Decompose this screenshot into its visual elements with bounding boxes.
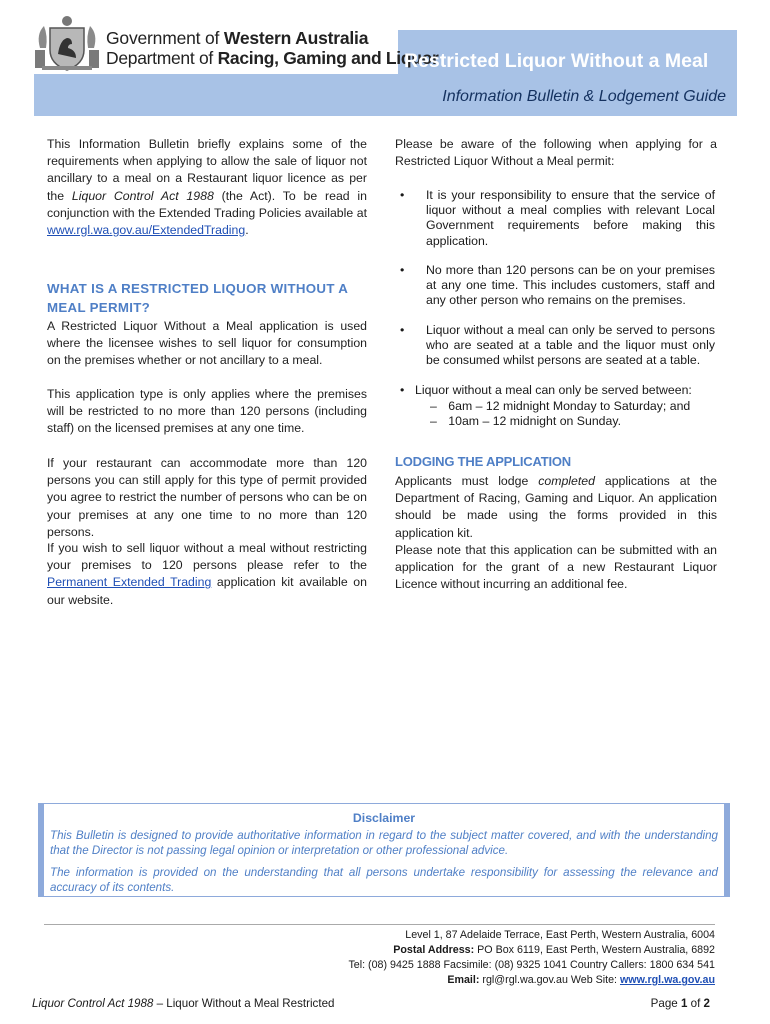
wa-coat-of-arms-icon	[32, 14, 102, 72]
page-number: Page 1 of 2	[650, 997, 710, 1010]
document-footer-title: Liquor Control Act 1988 – Liquor Without a Meal Restricted	[32, 997, 335, 1010]
what-is-paragraph-3: If your restaurant can accommodate more than 120 persons you can still apply for this type of permit provided you agree to restrict the number of persons who can be on your premises at any one time to no more than 120 persons.	[47, 456, 367, 539]
website-link[interactable]: www.rgl.wa.gov.au	[619, 974, 715, 986]
disclaimer-title: Disclaimer	[352, 811, 416, 825]
permanent-extended-trading-link[interactable]: Permanent Extended Trading	[47, 575, 212, 590]
section-heading-lodging: LODGING THE APPLICATION	[395, 454, 571, 469]
disclaimer-paragraph-1: This Bulletin is designed to provide authoritative information in regard to the subject matter covered, and with the understanding that the Director is not passing legal opinion or interpretation or other professional advice.	[50, 829, 718, 857]
what-is-paragraph-2: This application type is only applies where the premises will be restricted to no more than 120 persons (including staff) on the licensed premises at any one time.	[47, 387, 367, 436]
department-name: Department of Racing, Gaming and Liquor	[106, 48, 439, 68]
footer-address: Level 1, 87 Adelaide Terrace, East Perth, Western Australia, 6004	[405, 929, 715, 941]
what-is-paragraph-1: A Restricted Liquor Without a Meal application is used where the licensee wishes to sell liquor for consumption on the premises whether or not ancillary to a meal.	[47, 319, 367, 368]
document-title: Restricted Liquor Without a Meal	[404, 50, 709, 72]
section-heading-what-is: WHAT IS A RESTRICTED LIQUOR WITHOUT A MEAL PERMIT?	[47, 281, 348, 315]
bullet-icon: •	[400, 263, 405, 277]
footer-divider	[44, 924, 715, 925]
government-name: Government of Western Australia	[106, 28, 369, 48]
what-is-paragraph-4: If you wish to sell liquor without a meal without restricting your premises to 120 persons please refer to the Permanent Extended Trading application kit available on our website.	[47, 541, 367, 607]
subtitle-banner	[34, 74, 398, 116]
bullet-icon: •	[400, 188, 405, 202]
bullet-icon: •	[400, 323, 405, 337]
sub-list-item: – 6am – 12 midnight Monday to Saturday; and	[430, 399, 691, 413]
bullet-icon: •	[400, 383, 405, 397]
disclaimer-paragraph-2: The information is provided on the understanding that all persons undertake responsibility for assessing the relevance and accuracy of its contents.	[50, 866, 718, 894]
extended-trading-link[interactable]: www.rgl.wa.gov.au/ExtendedTrading	[47, 223, 246, 238]
footer-phone: Tel: (08) 9425 1888 Facsimile: (08) 9325 1041 Country Callers: 1800 634 541	[348, 959, 715, 971]
sub-list-item: – 10am – 12 midnight on Sunday.	[430, 414, 621, 428]
lodging-paragraph-2: Please note that this application can be submitted with an application for the grant of a new Restaurant Liquor Licence without incurring an additional fee.	[395, 543, 717, 592]
footer-email: Email: rgl@rgl.wa.gov.au Web Site: www.rgl.wa.gov.au	[447, 974, 715, 986]
intro-paragraph: This Information Bulletin briefly explains some of the requirements when applying to allow the sale of liquor not ancillary to a meal on a Restaurant liquor licence as per the Liquor Control Act 1988 (the Act). To be read in conjunction with the Extended Trading Policies available at www.rgl.wa.gov.au/ExtendedTrading.	[47, 137, 367, 238]
dash-icon: –	[430, 399, 437, 413]
dash-icon: –	[430, 414, 437, 428]
right-intro-paragraph: Please be aware of the following when applying for a Restricted Liquor Without a Meal permit:	[395, 137, 717, 169]
lodging-paragraph-1: Applicants must lodge completed applications at the Department of Racing, Gaming and Liquor. An application should be made using the forms provided in this application kit.	[395, 474, 717, 540]
footer-postal: Postal Address: PO Box 6119, East Perth, Western Australia, 6892	[393, 944, 715, 956]
document-subtitle: Information Bulletin & Lodgement Guide	[442, 88, 726, 105]
